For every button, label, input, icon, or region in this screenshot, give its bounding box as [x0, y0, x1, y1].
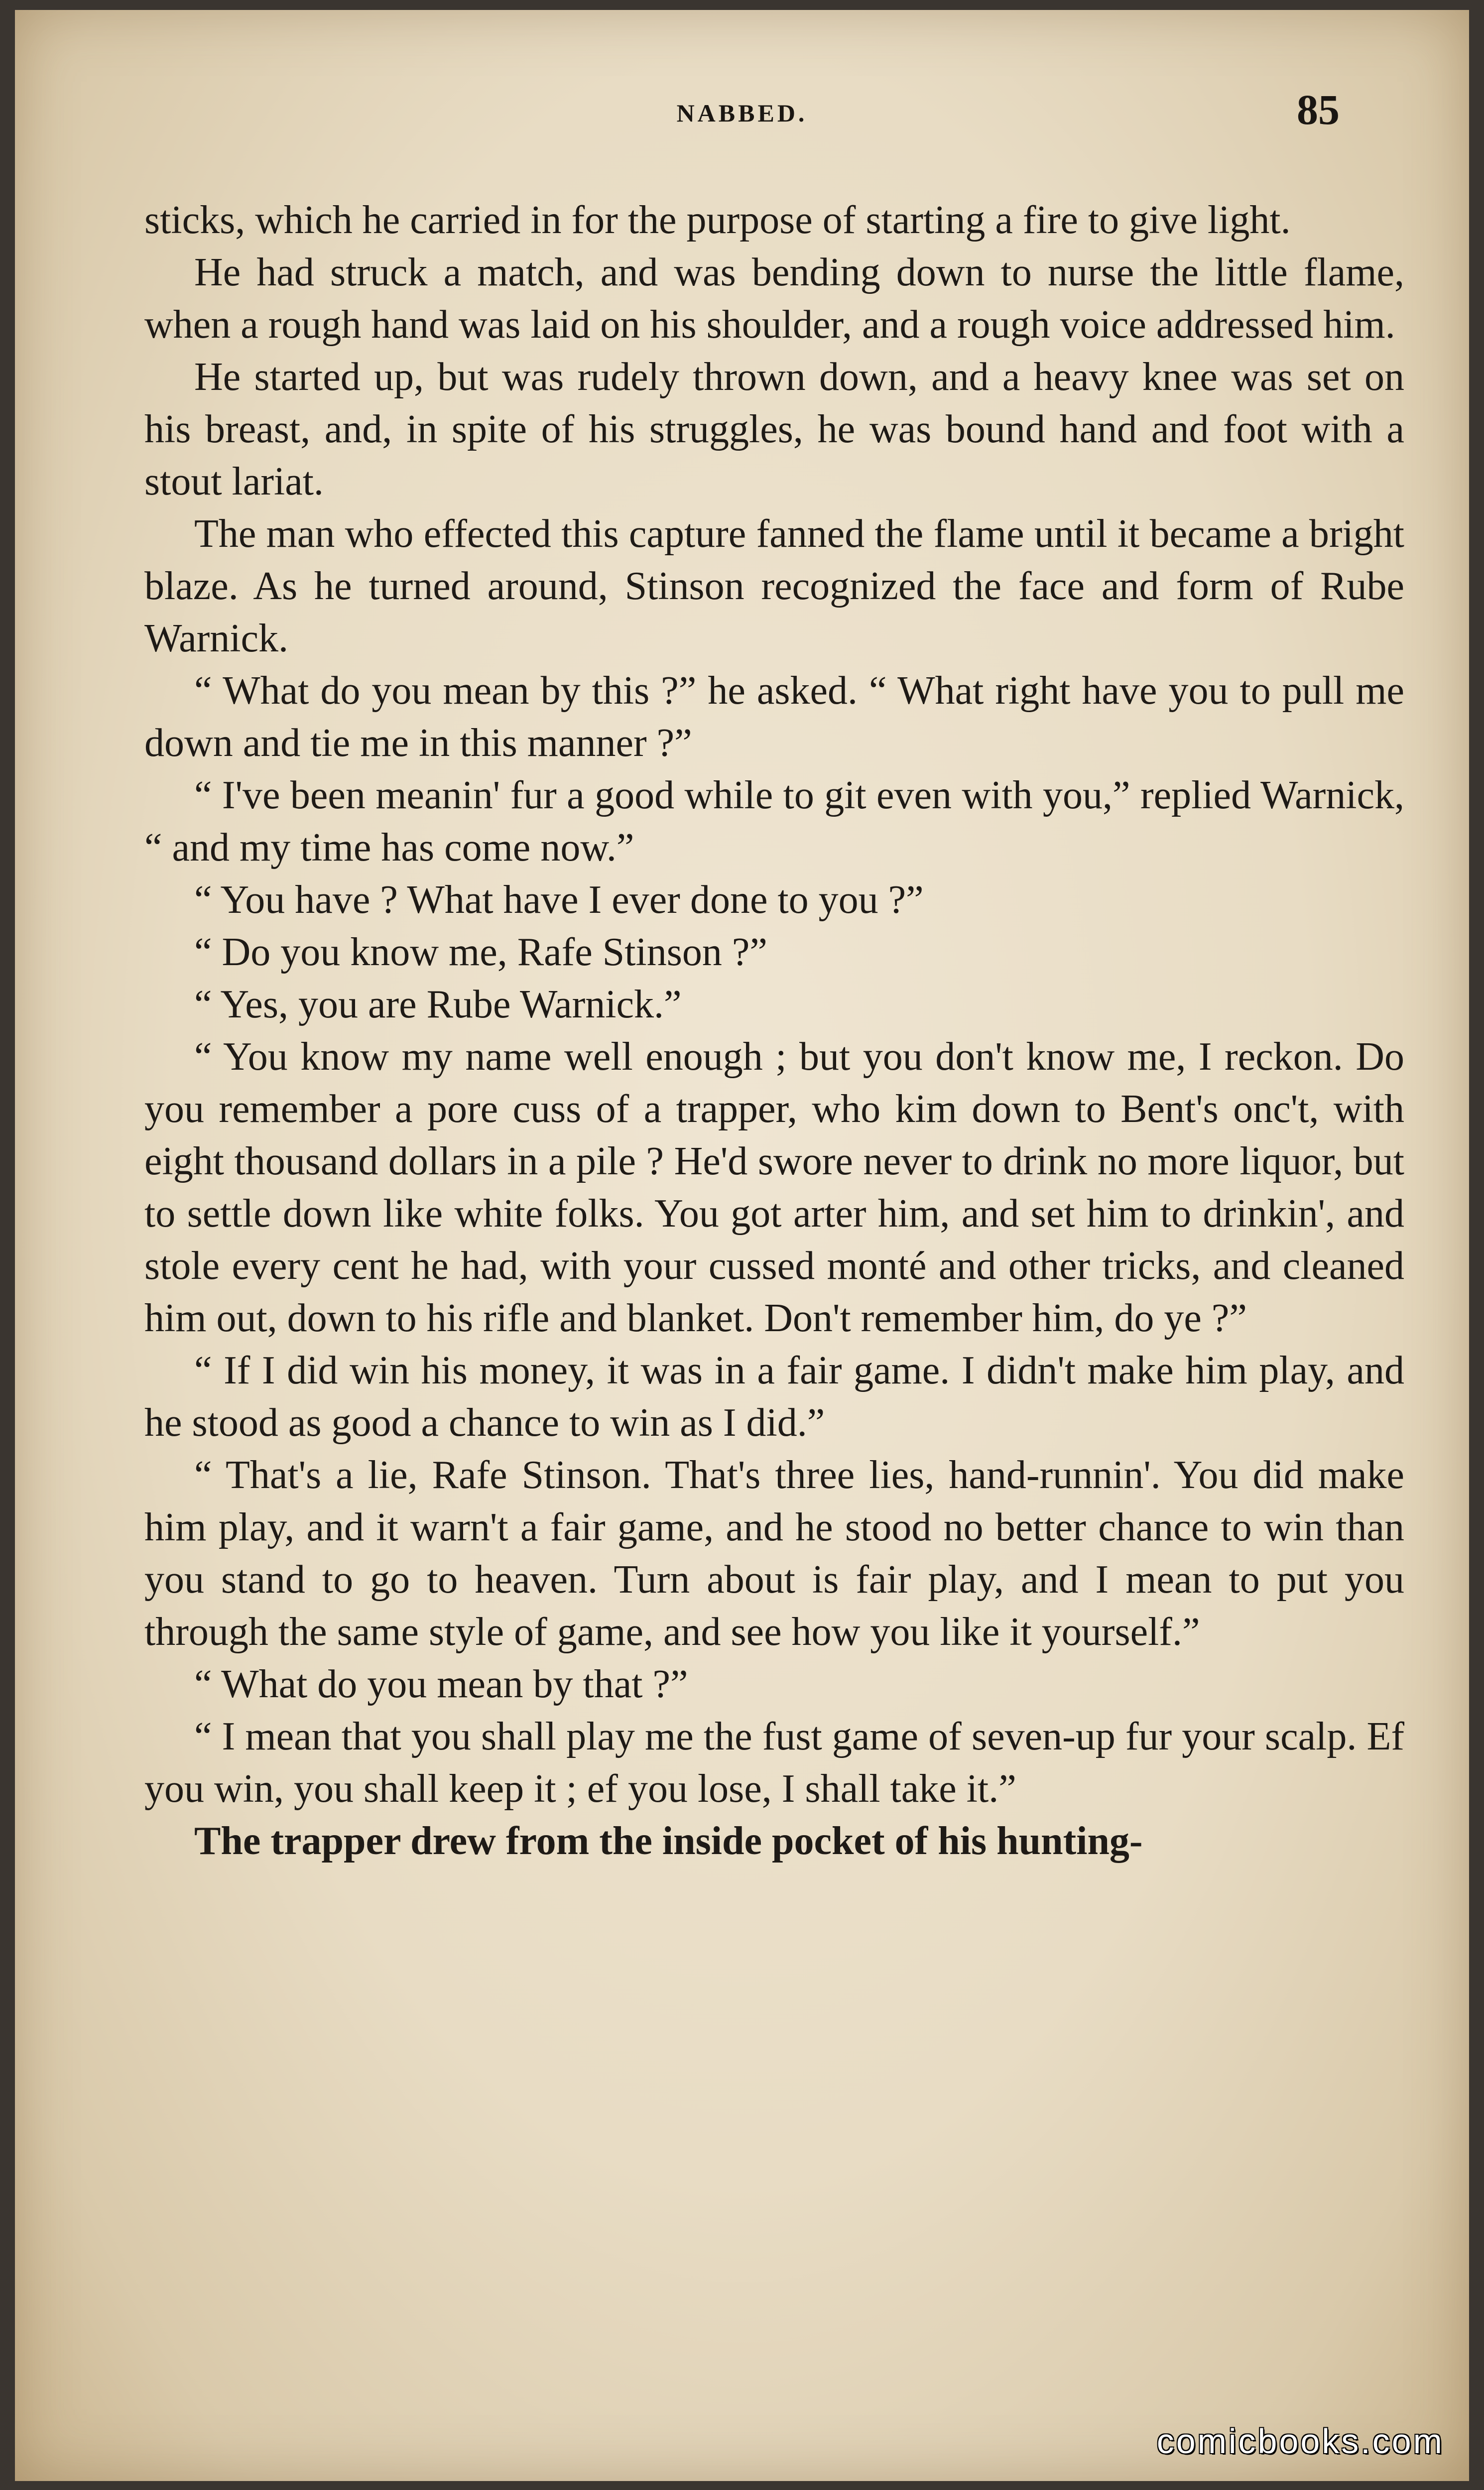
paragraph-5: “ What do you mean by this ?” he asked. “ What right have you to pull me down and tie me in this manner ?”: [144, 669, 1404, 765]
paragraph-6: “ I've been meanin' fur a good while to git even with you,” replied Warnick, “ and my time has come now.”: [144, 773, 1404, 870]
book-page: [15, 10, 1469, 2481]
paragraph-14: “ I mean that you shall play me the fust game of seven-up fur your scalp. Ef you win, you shall keep it ; ef you lose, I shall take it.”: [144, 1715, 1404, 1811]
paragraph-7: “ You have ? What have I ever done to you ?”: [194, 878, 924, 922]
paragraph-15: The trapper drew from the inside pocket of his hunting-: [194, 1819, 1143, 1863]
page-number: 85: [1297, 86, 1340, 133]
paragraph-1: sticks, which he carried in for the purpose of starting a fire to give light.: [144, 198, 1291, 242]
paragraph-3: He started up, but was rudely thrown down, and a heavy knee was set on his breast, and, in spite of his struggles, he was bound hand and foot with a stout lariat.: [144, 355, 1404, 503]
paragraph-12: “ That's a lie, Rafe Stinson. That's three lies, hand-runnin'. You did make him play, and it warn't a fair game, and he stood no better chance to win than you stand to go to heaven. Turn about is fair play, and I mean to put you through the same style of game, and see how you like it yourself.”: [144, 1453, 1404, 1654]
body-text: [144, 194, 1404, 1868]
paragraph-2: He had struck a match, and was bending down to nurse the little flame, when a rough hand was laid on his shoulder, and a rough voice addressed him.: [144, 250, 1404, 347]
watermark: comicbooks.com: [1156, 2422, 1444, 2461]
paragraph-10: “ You know my name well enough ; but you don't know me, I reckon. Do you remember a pore cuss of a trapper, who kim down to Bent's onc't, with eight thousand dollars in a pile ? He'd swore never to drink no more liquor, but to settle down like white folks. You got arter him, and set him to drinkin', and stole every cent he had, with your cussed monté and other tricks, and cleaned him out, down to his rifle and blanket. Don't remember him, do ye ?”: [144, 1035, 1404, 1340]
paragraph-8: “ Do you know me, Rafe Stinson ?”: [194, 930, 767, 974]
paragraph-4: The man who effected this capture fanned the flame until it became a bright blaze. As he turned around, Stinson recognized the face and form of Rube Warnick.: [144, 512, 1404, 660]
paragraph-11: “ If I did win his money, it was in a fair game. I didn't make him play, and he stood as good a chance to win as I did.”: [144, 1349, 1404, 1445]
paragraph-9: “ Yes, you are Rube Warnick.”: [194, 983, 682, 1026]
running-head: NABBED.: [676, 99, 808, 127]
page-header: [144, 85, 1340, 133]
paragraph-13: “ What do you mean by that ?”: [194, 1662, 688, 1706]
